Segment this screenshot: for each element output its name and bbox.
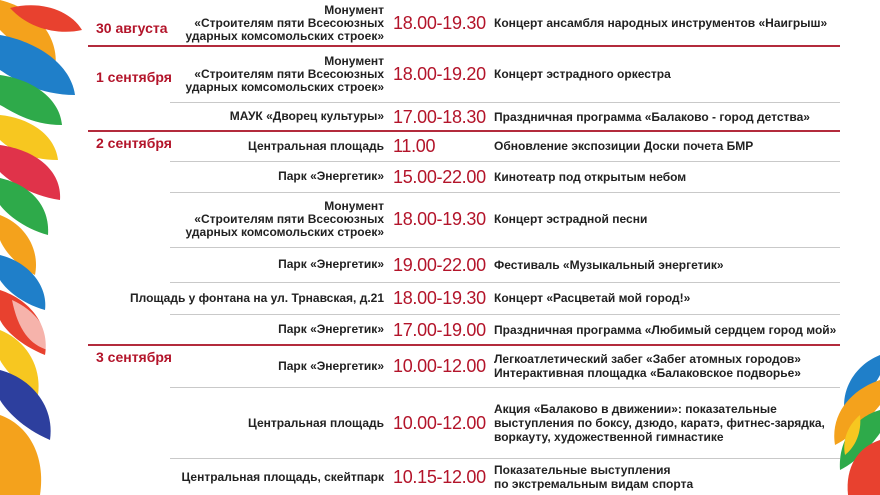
event-line: Акция «Балаково в движении»: показательные — [494, 402, 777, 416]
time-cell: 10.00-12.00 — [393, 356, 486, 376]
time-cell: 18.00-19.20 — [393, 64, 486, 84]
event-cell — [494, 110, 839, 124]
event-cell — [494, 323, 839, 337]
venue-cell — [94, 417, 384, 430]
time-cell: 17.00-18.30 — [393, 106, 486, 127]
event-line: Праздничная программа «Любимый сердцем город мой» — [494, 322, 837, 337]
event-line: Обновление экспозиции Доски почета БМР — [494, 139, 754, 153]
event-line: Показательные выступления — [494, 463, 671, 477]
event-line: Интерактивная площадка «Балаковское подворье» — [494, 366, 801, 380]
venue-line: Центральная площадь — [248, 138, 384, 153]
event-cell — [494, 402, 839, 444]
venue-line: Парк «Энергетик» — [278, 322, 384, 336]
time-cell: 17.00-19.00 — [393, 319, 486, 340]
row-divider — [170, 314, 840, 315]
event-line: Праздничная программа «Балаково - город детства» — [494, 109, 810, 124]
time-cell: 18.00-19.30 — [393, 288, 486, 308]
event-line: Легкоатлетический забег «Забег атомных городов» — [494, 352, 801, 366]
event-line: Концерт эстрадной песни — [494, 212, 648, 226]
row-divider — [170, 458, 840, 459]
date-label: 1 сентября — [96, 69, 172, 85]
venue-cell — [94, 170, 384, 183]
venue-line: Монумент — [324, 2, 384, 17]
event-cell — [494, 67, 839, 81]
venue-line: Центральная площадь — [248, 415, 384, 430]
time-cell: 19.00-22.00 — [393, 254, 486, 275]
row-divider — [170, 102, 840, 103]
event-cell — [494, 139, 839, 153]
venue-line: МАУК «Дворец культуры» — [229, 109, 384, 123]
venue-line: ударных комсомольских строек» — [185, 79, 384, 94]
venue-line: ударных комсомольских строек» — [185, 28, 384, 43]
venue-cell — [94, 471, 384, 484]
event-line: выступления по боксу, дзюдо, каратэ, фитнес-зарядка, — [494, 416, 825, 430]
venue-cell — [94, 55, 384, 94]
section-divider — [88, 130, 840, 132]
row-divider — [170, 247, 840, 248]
date-label: 3 сентября — [96, 349, 172, 365]
event-cell — [494, 463, 839, 491]
date-label: 30 августа — [96, 20, 168, 36]
time-cell: 18.00-19.30 — [393, 13, 486, 33]
event-line: по экстремальным видам спорта — [494, 477, 694, 491]
time-cell: 15.00-22.00 — [393, 166, 486, 187]
venue-cell — [94, 360, 384, 373]
event-line: Концерт «Расцветай мой город!» — [494, 291, 691, 305]
event-cell — [494, 291, 839, 305]
event-cell — [494, 352, 839, 380]
venue-line: Центральная площадь, скейтпарк — [181, 469, 384, 484]
event-line: Кинотеатр под открытым небом — [494, 169, 687, 184]
event-line: Концерт эстрадного оркестра — [494, 67, 671, 81]
row-divider — [170, 161, 840, 162]
event-cell — [494, 16, 839, 30]
section-divider — [88, 344, 840, 346]
venue-cell — [94, 4, 384, 43]
venue-cell — [94, 323, 384, 336]
venue-cell — [94, 110, 384, 123]
venue-line: Монумент — [324, 53, 384, 68]
venue-line: Монумент — [324, 198, 384, 213]
row-divider — [170, 282, 840, 283]
venue-cell — [94, 200, 384, 239]
event-line: воркауту, художественной гимнастике — [494, 430, 724, 444]
venue-line: Парк «Энергетик» — [278, 257, 384, 271]
event-cell — [494, 258, 839, 272]
event-line: Концерт ансамбля народных инструментов «Наигрыш» — [494, 16, 828, 30]
section-divider — [88, 45, 840, 47]
venue-cell — [94, 140, 384, 153]
event-cell — [494, 170, 839, 184]
time-cell: 10.00-12.00 — [393, 413, 486, 433]
time-cell: 18.00-19.30 — [393, 209, 486, 229]
date-label: 2 сентября — [96, 135, 172, 151]
event-line: Фестиваль «Музыкальный энергетик» — [494, 257, 724, 272]
venue-cell — [94, 258, 384, 271]
time-cell: 11.00 — [393, 136, 436, 156]
row-divider — [170, 192, 840, 193]
venue-line: «Строителям пяти Всесоюзных — [194, 66, 384, 81]
event-cell — [494, 212, 839, 226]
row-divider — [170, 387, 840, 388]
venue-line: Парк «Энергетик» — [278, 358, 384, 373]
venue-line: «Строителям пяти Всесоюзных — [194, 211, 384, 226]
venue-line: ударных комсомольских строек» — [185, 224, 384, 239]
venue-cell — [94, 292, 384, 305]
venue-line: Парк «Энергетик» — [278, 169, 384, 183]
venue-line: «Строителям пяти Всесоюзных — [194, 15, 384, 30]
time-cell: 10.15-12.00 — [393, 467, 486, 487]
venue-line: Площадь у фонтана на ул. Трнавская, д.21 — [129, 290, 384, 305]
